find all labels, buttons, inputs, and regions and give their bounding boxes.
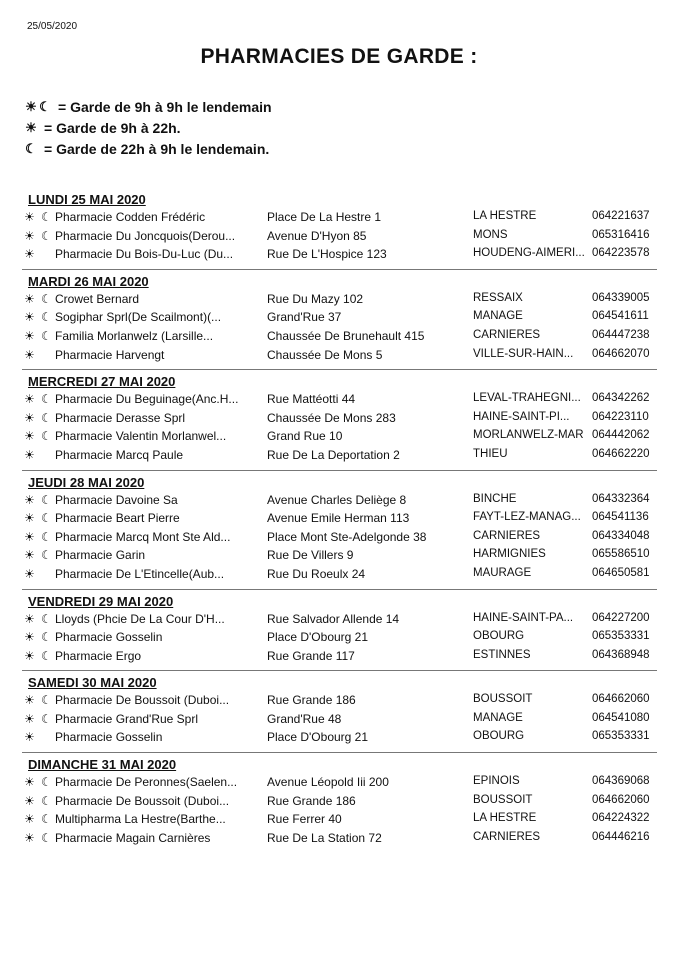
day-section: [0, 473, 678, 585]
moon-icon: ☾: [41, 228, 52, 243]
pharmacy-city: MAURAGE: [473, 566, 532, 579]
day-header: DIMANCHE 31 MAI 2020: [28, 757, 177, 773]
sun-icon: ☀: [24, 730, 35, 745]
pharmacy-phone: 064342262: [592, 392, 650, 405]
pharmacy-row: [0, 711, 678, 730]
moon-icon: ☾: [41, 392, 52, 407]
sun-icon: ☀: [24, 328, 35, 343]
pharmacy-city: HARMIGNIES: [473, 548, 546, 561]
pharmacy-name: Pharmacie Harvengt: [55, 347, 165, 362]
pharmacy-address: Grand'Rue 48: [267, 711, 342, 726]
day-header: SAMEDI 30 MAI 2020: [28, 675, 157, 691]
pharmacy-row: [0, 309, 678, 328]
moon-icon: ☾: [41, 210, 52, 224]
pharmacy-name: Pharmacie Magain Carnières: [55, 830, 211, 845]
moon-icon: ☾: [41, 310, 52, 325]
pharmacy-address: Chaussée De Mons 5: [267, 347, 383, 362]
pharmacy-address: Rue De L'Hospice 123: [267, 247, 387, 262]
pharmacy-city: LA HESTRE: [473, 210, 537, 222]
pharmacy-city: BINCHE: [473, 492, 517, 505]
pharmacy-address: Rue Ferrer 40: [267, 812, 342, 827]
pharmacy-city: BOUSSOIT: [473, 693, 533, 706]
pharmacy-row: [0, 391, 678, 410]
moon-icon: ☾: [25, 140, 37, 156]
moon-icon: ☾: [41, 630, 52, 645]
pharmacy-address: Avenue D'Hyon 85: [267, 228, 367, 243]
sun-icon: ☀: [24, 775, 35, 790]
pharmacy-city: CARNIÈRES: [473, 830, 541, 843]
moon-icon: ☾: [41, 775, 52, 790]
moon-icon: ☾: [41, 812, 52, 827]
pharmacy-name: Pharmacie Garin: [55, 548, 146, 563]
pharmacy-address: Rue Salvador Allende 14: [267, 611, 400, 626]
section-divider: [22, 369, 657, 370]
sun-icon: ☀: [24, 529, 35, 544]
document-date: 25/05/2020: [27, 21, 78, 32]
pharmacy-city: LEVAL-TRAHEGNI...: [473, 392, 581, 405]
pharmacy-phone: 064334048: [592, 529, 650, 542]
pharmacy-name: Crowet Bernard: [55, 291, 140, 306]
pharmacy-city: CARNIÈRES: [473, 328, 541, 341]
pharmacy-name: Pharmacie De Boussoit (Duboi...: [55, 793, 230, 808]
pharmacy-row: [0, 228, 678, 247]
sun-icon: ☀: [24, 511, 35, 526]
sun-icon: ☀: [24, 611, 35, 626]
pharmacy-row: [0, 566, 678, 585]
pharmacy-phone: 064541136: [592, 511, 649, 524]
pharmacy-address: Rue De Villers 9: [267, 548, 354, 563]
sun-icon: ☀: [24, 630, 35, 645]
day-header: MERCREDI 27 MAI 2020: [28, 374, 176, 390]
pharmacy-city: ESTINNES: [473, 648, 531, 661]
pharmacy-address: Avenue Emile Herman 113: [267, 511, 410, 526]
moon-icon: ☾: [41, 410, 52, 425]
pharmacy-city: MANAGE: [473, 310, 523, 323]
pharmacy-name: Pharmacie Du Bois-Du-Luc (Du...: [55, 247, 234, 262]
sun-icon: ☀: [24, 566, 35, 581]
pharmacy-name: Pharmacie Grand'Rue Sprl: [55, 711, 199, 726]
moon-icon: ☾: [41, 611, 52, 626]
pharmacy-address: Place Mont Ste-Adelgonde 38: [267, 529, 427, 544]
legend-item: [24, 138, 272, 159]
sun-icon: ☀: [24, 548, 35, 563]
pharmacy-phone: 064227200: [592, 611, 650, 624]
sun-icon: ☀: [24, 447, 35, 462]
pharmacy-city: HAINE-SAINT-PA...: [473, 611, 574, 624]
day-section: [0, 272, 678, 365]
day-header: VENDREDI 29 MAI 2020: [28, 593, 174, 609]
pharmacy-city: EPINOIS: [473, 775, 520, 788]
pharmacy-city: RESSAIX: [473, 291, 523, 304]
day-section: [0, 592, 678, 667]
pharmacy-phone: 065586510: [592, 548, 650, 561]
pharmacy-city: FAYT-LEZ-MANAG...: [473, 511, 581, 524]
pharmacy-row: [0, 830, 678, 849]
pharmacy-phone: 064332364: [592, 492, 650, 505]
pharmacy-row: [0, 492, 678, 511]
pharmacy-phone: 064662220: [592, 447, 650, 460]
sun-icon: ☀: [24, 347, 35, 362]
sun-icon: ☀: [24, 247, 35, 262]
pharmacy-name: Familia Morlanwelz (Larsille...: [55, 328, 214, 343]
pharmacy-phone: 065353331: [592, 730, 650, 743]
sun-icon: ☀: [24, 492, 35, 507]
sun-icon: ☀: [25, 98, 37, 114]
pharmacy-name: Pharmacie Du Joncquois(Derou...: [55, 228, 236, 243]
pharmacy-phone: 064221637: [592, 210, 650, 222]
moon-icon: ☾: [41, 429, 52, 444]
pharmacy-name: Pharmacie De Boussoit (Duboi...: [55, 693, 230, 708]
sun-icon: ☀: [24, 812, 35, 827]
pharmacy-name: Pharmacie Valentin Morlanwel...: [55, 429, 227, 444]
legend-item: [24, 117, 272, 138]
section-divider: [22, 470, 657, 471]
section-divider: [22, 670, 657, 671]
sun-icon: ☀: [24, 291, 35, 306]
sun-icon: ☀: [24, 830, 35, 845]
moon-icon: ☾: [41, 548, 52, 563]
pharmacy-name: Pharmacie Marcq Mont Ste Ald...: [55, 529, 231, 544]
pharmacy-phone: 064369068: [592, 775, 650, 788]
pharmacy-address: Rue Mattéotti 44: [267, 392, 356, 407]
pharmacy-address: Avenue Charles Deliège 8: [267, 492, 407, 507]
sun-icon: ☀: [24, 228, 35, 243]
pharmacy-phone: 064224322: [592, 812, 650, 825]
pharmacy-address: Place De La Hestre 1: [267, 210, 382, 224]
section-divider: [22, 589, 657, 590]
pharmacy-row: [0, 510, 678, 529]
moon-icon: ☾: [41, 291, 52, 306]
pharmacy-address: Rue Grande 117: [267, 648, 355, 663]
legend-item: [24, 96, 272, 117]
schedule: [0, 190, 678, 855]
pharmacy-address: Rue De La Station 72: [267, 830, 382, 845]
sun-icon: ☀: [24, 210, 35, 224]
pharmacy-name: Pharmacie Gosselin: [55, 730, 163, 745]
moon-icon: ☾: [41, 492, 52, 507]
legend-text: = Garde de 9h à 22h.: [44, 119, 181, 136]
pharmacy-row: [0, 811, 678, 830]
sun-icon: ☀: [24, 648, 35, 663]
pharmacy-row: [0, 611, 678, 630]
section-divider: [22, 752, 657, 753]
pharmacy-address: Rue Grande 186: [267, 693, 356, 708]
pharmacy-address: Grand'Rue 37: [267, 310, 342, 325]
pharmacy-phone: 064339005: [592, 291, 650, 304]
pharmacy-row: [0, 547, 678, 566]
pharmacy-city: LA HESTRE: [473, 812, 537, 825]
section-divider: [22, 269, 657, 270]
pharmacy-phone: 064446216: [592, 830, 650, 843]
pharmacy-city: OBOURG: [473, 630, 525, 643]
pharmacy-city: MORLANWELZ-MAR: [473, 429, 584, 442]
sun-icon: ☀: [24, 429, 35, 444]
pharmacy-address: Place D'Obourg 21: [267, 630, 369, 645]
pharmacy-name: Pharmacie Derasse Sprl: [55, 410, 186, 425]
pharmacy-phone: 064223578: [592, 247, 650, 260]
sun-icon: ☀: [24, 410, 35, 425]
legend-text: = Garde de 9h à 9h le lendemain: [58, 98, 272, 115]
pharmacy-row: [0, 209, 678, 228]
moon-icon: ☾: [39, 98, 51, 114]
pharmacy-row: [0, 774, 678, 793]
pharmacy-phone: 064541080: [592, 711, 650, 724]
pharmacy-name: Pharmacie De Peronnes(Saelen...: [55, 775, 238, 790]
pharmacy-city: CARNIÈRES: [473, 529, 541, 542]
pharmacy-row: [0, 629, 678, 648]
moon-icon: ☾: [41, 793, 52, 808]
pharmacy-phone: 064662060: [592, 793, 650, 806]
pharmacy-address: Place D'Obourg 21: [267, 730, 369, 745]
pharmacy-row: [0, 428, 678, 447]
pharmacy-name: Pharmacie Beart Pierre: [55, 511, 180, 526]
pharmacy-name: Lloyds (Phcie De La Cour D'H...: [55, 611, 225, 626]
pharmacy-phone: 064662060: [592, 693, 650, 706]
pharmacy-row: [0, 648, 678, 667]
moon-icon: ☾: [41, 830, 52, 845]
sun-icon: ☀: [24, 693, 35, 708]
pharmacy-row: [0, 246, 678, 265]
page-title: PHARMACIES DE GARDE :: [200, 45, 478, 68]
pharmacy-city: VILLE-SUR-HAIN...: [473, 347, 574, 360]
pharmacy-address: Chaussée De Mons 283: [267, 410, 396, 425]
pharmacy-address: Avenue Léopold Iii 200: [267, 775, 389, 790]
pharmacy-phone: 064223110: [592, 410, 649, 423]
pharmacy-address: Rue Grande 186: [267, 793, 356, 808]
pharmacy-address: Rue De La Deportation 2: [267, 447, 400, 462]
legend-text: = Garde de 22h à 9h le lendemain.: [44, 140, 270, 157]
pharmacy-address: Grand Rue 10: [267, 429, 343, 444]
pharmacy-phone: 064368948: [592, 648, 650, 661]
pharmacy-phone: 065353331: [592, 630, 650, 643]
pharmacy-row: [0, 793, 678, 812]
moon-icon: ☾: [41, 529, 52, 544]
pharmacy-name: Pharmacie Codden Frédéric: [55, 210, 206, 224]
sun-icon: ☀: [24, 793, 35, 808]
day-section: [0, 190, 678, 265]
pharmacy-city: MONS: [473, 228, 508, 241]
pharmacy-phone: 064541611: [592, 310, 649, 323]
day-header: LUNDI 25 MAI 2020: [28, 192, 146, 207]
moon-icon: ☾: [41, 328, 52, 343]
pharmacy-row: [0, 328, 678, 347]
pharmacy-address: Rue Du Roeulx 24: [267, 566, 366, 581]
pharmacy-city: OBOURG: [473, 730, 525, 743]
day-header: MARDI 26 MAI 2020: [28, 273, 149, 289]
sun-icon: ☀: [25, 119, 37, 135]
pharmacy-row: [0, 692, 678, 711]
pharmacy-name: Pharmacie Du Beguinage(Anc.H...: [55, 392, 239, 407]
pharmacy-row: [0, 347, 678, 366]
pharmacy-row: [0, 529, 678, 548]
pharmacy-city: HOUDENG-AIMERI...: [473, 247, 585, 260]
moon-icon: ☾: [41, 648, 52, 663]
pharmacy-row: [0, 291, 678, 310]
pharmacy-row: [0, 447, 678, 466]
pharmacy-city: THIEU: [473, 447, 508, 460]
pharmacy-phone: 064442062: [592, 429, 650, 442]
pharmacy-city: HAINE-SAINT-PI...: [473, 410, 570, 423]
pharmacy-phone: 064662070: [592, 347, 650, 360]
pharmacy-name: Pharmacie Marcq Paule: [55, 447, 184, 462]
pharmacy-city: MANAGE: [473, 711, 523, 724]
pharmacy-name: Pharmacie De L'Etincelle(Aub...: [55, 566, 225, 581]
day-header: JEUDI 28 MAI 2020: [28, 474, 145, 490]
sun-icon: ☀: [24, 392, 35, 407]
pharmacy-name: Pharmacie Ergo: [55, 648, 142, 663]
pharmacy-name: Multipharma La Hestre(Barthe...: [55, 812, 226, 827]
pharmacy-phone: 064447238: [592, 328, 650, 341]
pharmacy-city: BOUSSOIT: [473, 793, 533, 806]
pharmacy-name: Pharmacie Gosselin: [55, 630, 163, 645]
pharmacy-phone: 064650581: [592, 566, 650, 579]
pharmacy-row: [0, 729, 678, 748]
sun-icon: ☀: [24, 711, 35, 726]
pharmacy-address: Chaussée De Brunehault 415: [267, 328, 425, 343]
legend: [24, 96, 272, 159]
moon-icon: ☾: [41, 711, 52, 726]
moon-icon: ☾: [41, 693, 52, 708]
day-section: [0, 755, 678, 848]
day-section: [0, 673, 678, 748]
moon-icon: ☾: [41, 511, 52, 526]
sun-icon: ☀: [24, 310, 35, 325]
pharmacy-phone: 065316416: [592, 228, 650, 241]
pharmacy-address: Rue Du Mazy 102: [267, 291, 364, 306]
day-section: [0, 372, 678, 465]
pharmacy-name: Pharmacie Davoine Sa: [55, 492, 178, 507]
pharmacy-name: Sogiphar Sprl(De Scailmont)(...: [55, 310, 222, 325]
pharmacy-row: [0, 410, 678, 429]
